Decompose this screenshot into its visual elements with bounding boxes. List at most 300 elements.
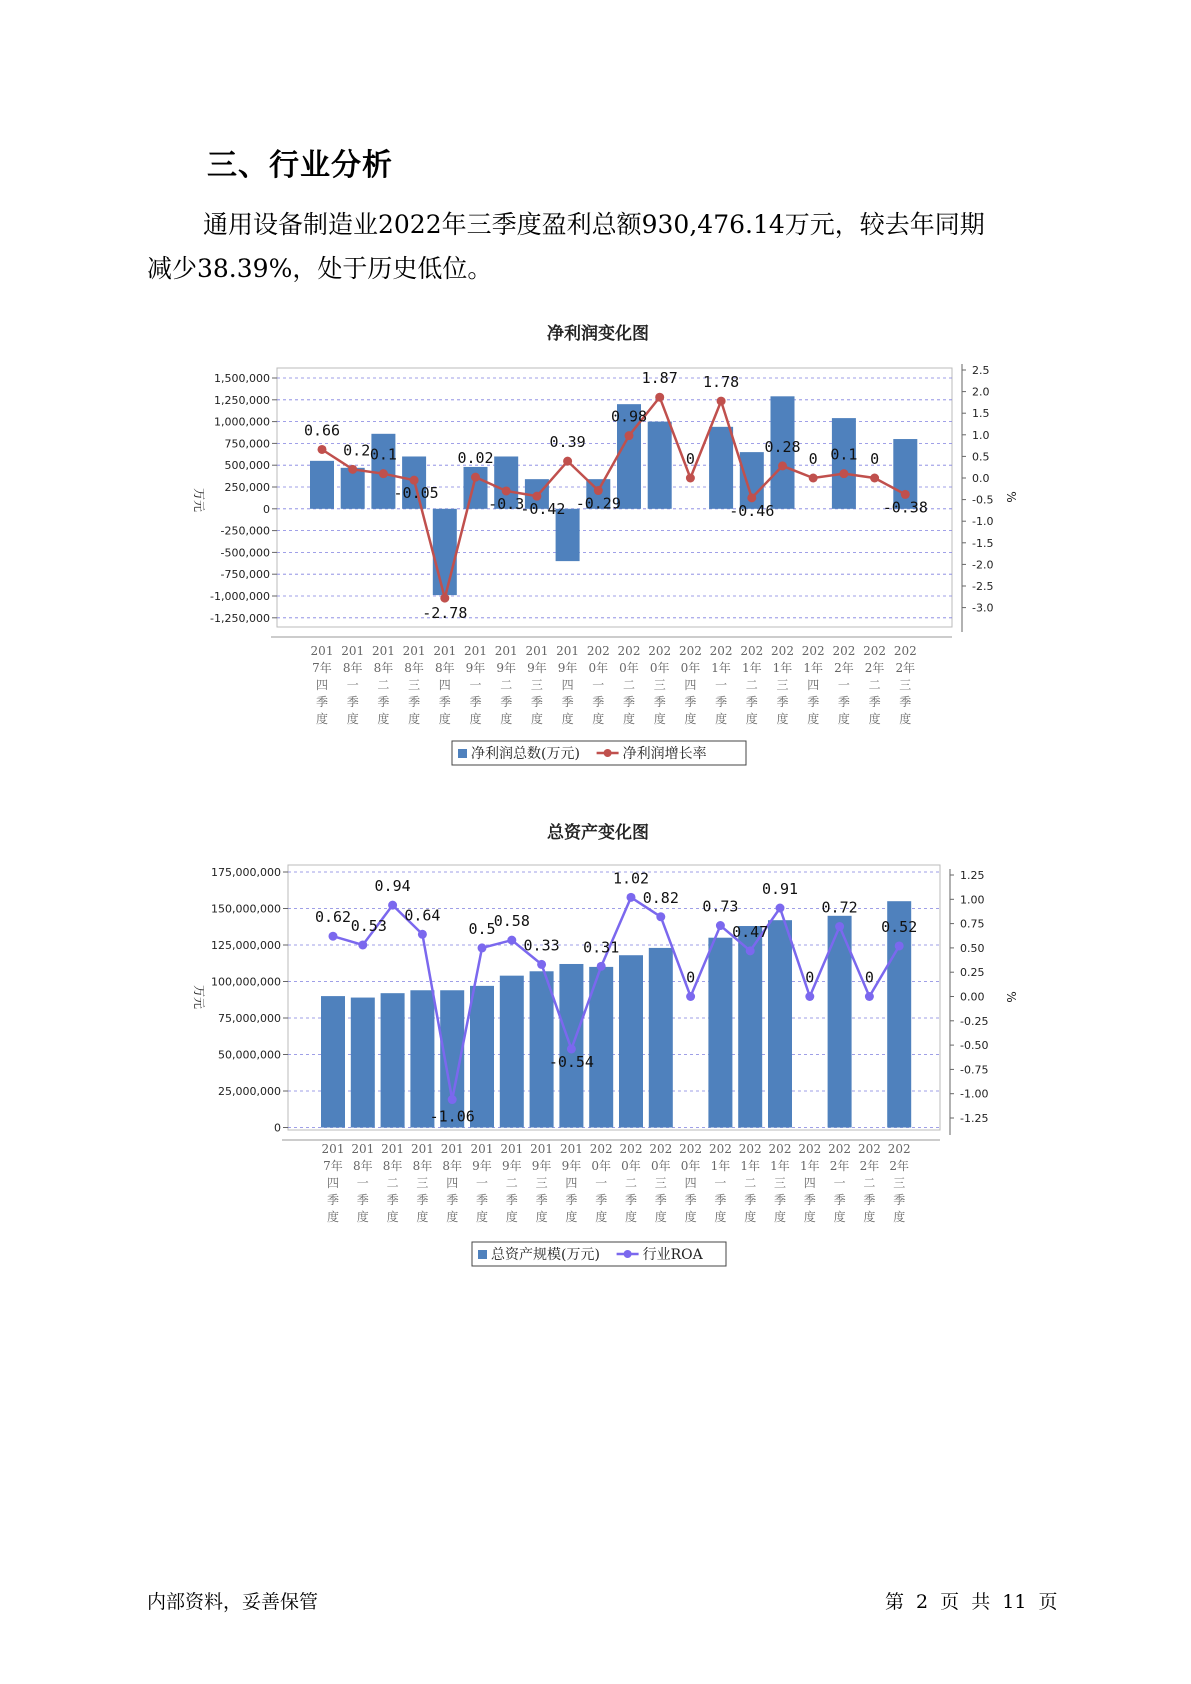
data-label: 0 [686,968,696,987]
data-label: -0.54 [548,1052,594,1071]
right-tick-label: 0.00 [960,990,985,1004]
category-label: 0年 [621,1159,641,1173]
category-label: 季 [326,1193,340,1207]
line-point [358,940,367,949]
right-axis-unit: % [1004,491,1018,503]
category-label: 度 [386,1210,399,1224]
right-tick-label: 0.25 [960,966,985,980]
category-label: 季 [863,1193,876,1207]
data-label: 0.39 [549,433,586,452]
category-label: 四 [446,1176,459,1190]
category-label: 度 [469,712,482,726]
data-label: 1.78 [703,373,740,392]
data-label: 0.31 [583,938,620,957]
category-label: 季 [561,695,574,709]
line-point [478,943,487,952]
category-label: 季 [416,1193,429,1207]
category-label: 202 [863,644,887,658]
right-tick-label: -3.0 [972,601,994,615]
category-label: 季 [837,695,850,709]
category-label: 度 [893,1210,906,1224]
category-label: 四 [684,678,697,692]
chart-title: 净利润变化图 [547,324,649,344]
category-label: 度 [561,712,574,726]
category-label: 三 [899,678,912,692]
category-label: 202 [617,644,641,658]
line-point [776,904,785,913]
left-tick-label: 1,000,000 [214,415,270,429]
category-label: 季 [377,695,390,709]
right-tick-label: -0.25 [960,1014,989,1028]
category-label: 季 [469,695,482,709]
left-axis-unit: 万元 [192,984,206,1010]
category-label: 度 [654,1210,667,1224]
category-label: 202 [893,644,917,658]
category-label: 201 [341,644,365,658]
line-point [448,1095,457,1104]
left-tick-label: 125,000,000 [211,939,281,952]
category-label: 201 [530,1142,554,1156]
category-label: 202 [798,1142,822,1156]
category-label: 202 [771,644,794,658]
right-tick-label: -0.75 [960,1063,989,1077]
category-label: 度 [377,712,390,726]
category-label: 度 [714,1210,727,1224]
data-label: 0.64 [404,906,441,925]
data-label: 0.94 [374,877,411,896]
category-label: 二 [868,678,881,692]
data-label: 0.1 [369,445,397,464]
line-point [686,992,695,1001]
category-label: 度 [653,712,666,726]
category-label: 8年 [373,661,394,675]
bar [381,993,405,1127]
category-label: 季 [565,1193,578,1207]
legend-line-label: 净利润增长率 [622,746,707,762]
category-label: 度 [715,712,728,726]
data-label: 1.87 [641,369,678,388]
left-tick-label: 175,000,000 [211,866,281,879]
category-label: 2年 [859,1159,880,1173]
left-tick-label: 500,000 [224,459,270,473]
category-label: 三 [776,678,789,692]
category-label: 度 [356,1210,369,1224]
category-label: 一 [715,678,728,692]
data-label: 0.58 [493,912,530,931]
category-label: 季 [714,1193,727,1207]
category-label: 201 [402,644,426,658]
data-label: 0.66 [303,421,341,440]
category-label: 度 [475,1210,489,1224]
data-label: 0.02 [457,449,494,468]
line-point [537,960,546,969]
category-label: 9年 [496,661,517,675]
category-label: 度 [745,712,758,726]
right-tick-label: 0.75 [960,917,985,931]
left-tick-label: 0 [274,1121,281,1135]
category-label: 二 [622,678,636,692]
footer-page-number: 第 2 页 共 11 页 [885,1591,1058,1613]
data-label: 0.2 [343,441,371,460]
category-label: 度 [863,1210,876,1224]
data-label: 0 [685,450,695,468]
right-tick-label: 0.5 [972,450,990,464]
category-label: 202 [679,1142,703,1156]
paragraph-line-2: 减少38.39%，处于历史低位。 [147,254,493,283]
category-label: 度 [684,1210,697,1224]
category-label: 1年 [799,1159,820,1173]
category-label: 度 [622,712,636,726]
category-label: 度 [315,712,329,726]
category-label: 度 [416,1210,429,1224]
category-label: 202 [649,1142,673,1156]
right-tick-label: -1.25 [960,1112,989,1125]
category-label: 季 [535,1193,548,1207]
category-label: 四 [803,1176,816,1190]
category-label: 1年 [740,1159,761,1173]
category-label: 度 [595,1210,608,1224]
category-label: 0年 [619,661,639,675]
category-label: 季 [624,1193,638,1207]
category-label: 度 [744,1210,757,1224]
category-label: 202 [589,1142,613,1156]
data-label: -0.46 [729,501,775,520]
line-point [716,921,725,930]
left-tick-label: -250,000 [220,524,270,538]
category-label: 9年 [527,661,547,675]
category-label: 201 [410,1142,434,1156]
category-label: 度 [803,1210,816,1224]
category-label: 三 [893,1176,906,1190]
category-label: 三 [416,1176,429,1190]
category-label: 季 [684,695,697,709]
legend-bar-label: 净利润总数(万元) [471,746,580,762]
category-label: 8年 [442,1159,463,1173]
category-label: 2年 [829,1159,850,1173]
category-label: 度 [899,712,912,726]
category-label: 度 [505,1210,518,1224]
category-label: 一 [469,678,482,692]
category-label: 201 [470,1142,494,1156]
category-label: 202 [708,1142,732,1156]
category-label: 202 [857,1142,881,1156]
bar [738,926,762,1127]
category-label: 0年 [649,661,670,675]
data-label: 0 [808,450,818,468]
bar [530,971,554,1127]
bar [500,976,524,1128]
category-label: 一 [714,1176,727,1190]
category-label: 二 [744,1176,757,1190]
category-label: 一 [346,678,359,692]
paragraph-line-1: 通用设备制造业2022年三季度盈利总额930,476.14万元，较去年同期 [203,210,985,239]
category-label: 202 [828,1142,852,1156]
right-tick-label: -2.0 [972,558,994,572]
category-label: 201 [559,1142,583,1156]
category-label: 8年 [434,661,455,675]
data-label: -2.78 [422,604,468,623]
chart-title: 总资产变化图 [547,823,649,843]
right-tick-label: 2.0 [972,385,990,399]
line-point [835,922,844,931]
footer-confidential: 内部资料，妥善保管 [147,1591,319,1613]
category-label: 9年 [465,661,486,675]
category-label: 8年 [412,1159,433,1173]
category-label: 201 [310,644,334,658]
category-label: 度 [624,1210,638,1224]
category-label: 度 [408,712,421,726]
category-label: 季 [438,695,451,709]
category-label: 2年 [895,661,916,675]
data-label: 0.62 [314,908,352,927]
category-label: 四 [565,1176,578,1190]
category-label: 一 [356,1176,369,1190]
category-label: 季 [807,695,820,709]
category-label: 度 [500,712,513,726]
data-label: 0.1 [830,445,858,464]
right-tick-label: -2.5 [972,580,994,593]
legend-line-marker [624,1250,632,1258]
category-label: 1年 [741,661,762,675]
category-label: 季 [386,1193,399,1207]
data-label: -0.05 [393,484,439,503]
data-label: 0.33 [523,936,560,955]
category-label: 1年 [803,661,824,675]
category-label: 201 [351,1142,375,1156]
data-label: 0 [864,968,874,987]
line-point [895,941,904,950]
legend-bar-swatch [478,1250,487,1259]
category-label: 季 [356,1193,369,1207]
category-label: 度 [833,1210,846,1224]
category-label: 202 [832,644,856,658]
category-label: 201 [371,644,395,658]
data-label: 0.28 [764,437,801,456]
line-point [418,930,427,939]
left-tick-label: -1,250,000 [210,611,270,625]
data-label: 0.72 [821,898,858,917]
data-label: 0.5 [468,919,496,938]
category-label: 四 [326,1176,340,1190]
left-tick-label: 1,500,000 [214,372,270,385]
line-point [627,893,636,902]
category-label: 三 [530,678,543,692]
category-label: 8年 [342,661,363,675]
category-label: 202 [648,644,672,658]
legend-line-label: 行业ROA [642,1247,703,1263]
category-label: 202 [768,1142,792,1156]
line-point [329,932,338,941]
category-label: 季 [833,1193,846,1207]
left-tick-label: 100,000,000 [211,975,281,989]
category-label: 季 [868,695,881,709]
category-label: 度 [837,712,850,726]
category-label: 201 [381,1142,405,1156]
right-tick-label: -1.00 [960,1087,989,1101]
data-label: -0.3 [488,494,525,513]
left-tick-label: -750,000 [220,568,270,582]
category-label: 9年 [501,1159,522,1173]
category-label: 季 [653,695,666,709]
right-tick-label: 2.5 [972,364,990,377]
line-point [805,992,814,1001]
category-label: 1年 [770,1159,790,1173]
left-tick-label: 750,000 [224,437,270,451]
data-label: 0 [805,968,815,987]
category-label: 9年 [472,1159,492,1173]
category-label: 1年 [772,661,793,675]
category-label: 202 [801,644,825,658]
right-tick-label: -1.5 [972,536,994,550]
category-label: 一 [833,1176,846,1190]
category-label: 季 [408,695,421,709]
category-label: 202 [586,644,610,658]
category-label: 一 [475,1176,489,1190]
category-label: 202 [738,1142,762,1156]
category-label: 201 [464,644,487,658]
category-label: 季 [893,1193,906,1207]
category-label: 季 [899,695,912,709]
right-tick-label: 1.25 [960,869,985,882]
category-label: 9年 [561,1159,582,1173]
category-label: 9年 [557,661,578,675]
category-label: 202 [887,1142,911,1156]
left-tick-label: 75,000,000 [218,1012,281,1025]
category-label: 季 [592,695,605,709]
category-label: 季 [446,1193,459,1207]
category-label: 度 [438,712,451,726]
legend-bar-label: 总资产规模(万元) [491,1247,600,1263]
category-label: 2年 [864,661,885,675]
category-label: 201 [500,1142,524,1156]
category-label: 8年 [352,1159,373,1173]
category-label: 季 [744,1193,757,1207]
category-label: 度 [776,712,789,726]
category-label: 季 [622,695,636,709]
category-label: 三 [408,678,421,692]
category-label: 1年 [711,661,731,675]
category-label: 一 [592,678,605,692]
category-label: 202 [678,644,702,658]
data-label: -1.06 [429,1107,475,1126]
left-tick-label: 25,000,000 [218,1085,281,1098]
category-label: 7年 [323,1159,343,1173]
category-label: 0年 [680,1159,701,1173]
category-label: 度 [326,1210,340,1224]
category-label: 二 [505,1176,518,1190]
category-label: 季 [745,695,758,709]
data-label: 0 [870,450,880,468]
category-label: 季 [776,695,789,709]
left-tick-label: 0 [263,502,270,516]
category-label: 季 [475,1193,489,1207]
category-label: 四 [561,678,574,692]
data-label: -0.38 [882,498,928,517]
category-label: 季 [346,695,359,709]
right-tick-label: 0.50 [960,941,985,955]
left-tick-label: 250,000 [224,481,270,494]
data-label: 0.73 [702,897,739,916]
left-tick-label: 1,250,000 [214,393,270,407]
category-label: 季 [505,1193,518,1207]
category-label: 度 [773,1210,787,1224]
right-tick-label: 1.0 [972,428,990,442]
category-label: 度 [684,712,697,726]
bar [351,998,375,1128]
category-label: 季 [500,695,513,709]
left-axis-unit: 万元 [192,487,206,513]
category-label: 二 [386,1176,399,1190]
data-label: 0.47 [732,922,769,941]
category-label: 2年 [889,1159,910,1173]
category-label: 度 [868,712,881,726]
category-label: 三 [535,1176,548,1190]
category-label: 季 [684,1193,697,1207]
category-label: 三 [653,678,666,692]
category-label: 201 [321,1142,345,1156]
left-tick-label: 150,000,000 [211,902,281,916]
line-point [656,912,665,921]
category-label: 一 [595,1176,608,1190]
right-tick-label: 0.0 [972,472,990,485]
category-label: 季 [654,1193,667,1207]
category-label: 202 [740,644,764,658]
right-tick-label: 1.5 [972,407,990,421]
category-label: 二 [624,1176,638,1190]
category-label: 0年 [591,1159,612,1173]
category-label: 8年 [382,1159,403,1173]
line-point [507,936,516,945]
bar [321,996,345,1127]
category-label: 度 [592,712,605,726]
category-label: 度 [807,712,820,726]
category-label: 季 [773,1193,787,1207]
category-label: 季 [803,1193,816,1207]
bar [470,986,494,1128]
data-label: 1.02 [612,869,650,888]
right-axis-unit: % [1004,991,1018,1003]
category-label: 四 [684,1176,697,1190]
category-label: 一 [837,678,850,692]
category-label: 三 [654,1176,667,1190]
bar [619,955,643,1127]
line-point [746,946,755,955]
bar [768,920,792,1127]
category-label: 201 [525,644,549,658]
right-tick-label: -0.50 [960,1039,989,1053]
line-point [388,901,397,910]
category-label: 度 [446,1210,459,1224]
category-label: 度 [346,712,359,726]
right-tick-label: -0.5 [972,493,994,507]
category-label: 202 [619,1142,643,1156]
category-label: 度 [535,1210,548,1224]
data-label: -0.42 [520,500,566,519]
category-label: 0年 [588,661,609,675]
left-tick-label: -500,000 [220,546,270,560]
category-label: 四 [438,678,451,692]
category-label: 三 [773,1176,787,1190]
data-label: 0.98 [610,407,648,426]
bar [708,938,732,1128]
data-label: 0.53 [350,916,387,935]
category-label: 0年 [650,1159,671,1173]
category-label: 202 [709,644,733,658]
right-tick-label: 1.00 [960,893,985,907]
left-tick-label: -1,000,000 [210,590,270,603]
category-label: 季 [315,695,329,709]
category-label: 2年 [834,661,854,675]
